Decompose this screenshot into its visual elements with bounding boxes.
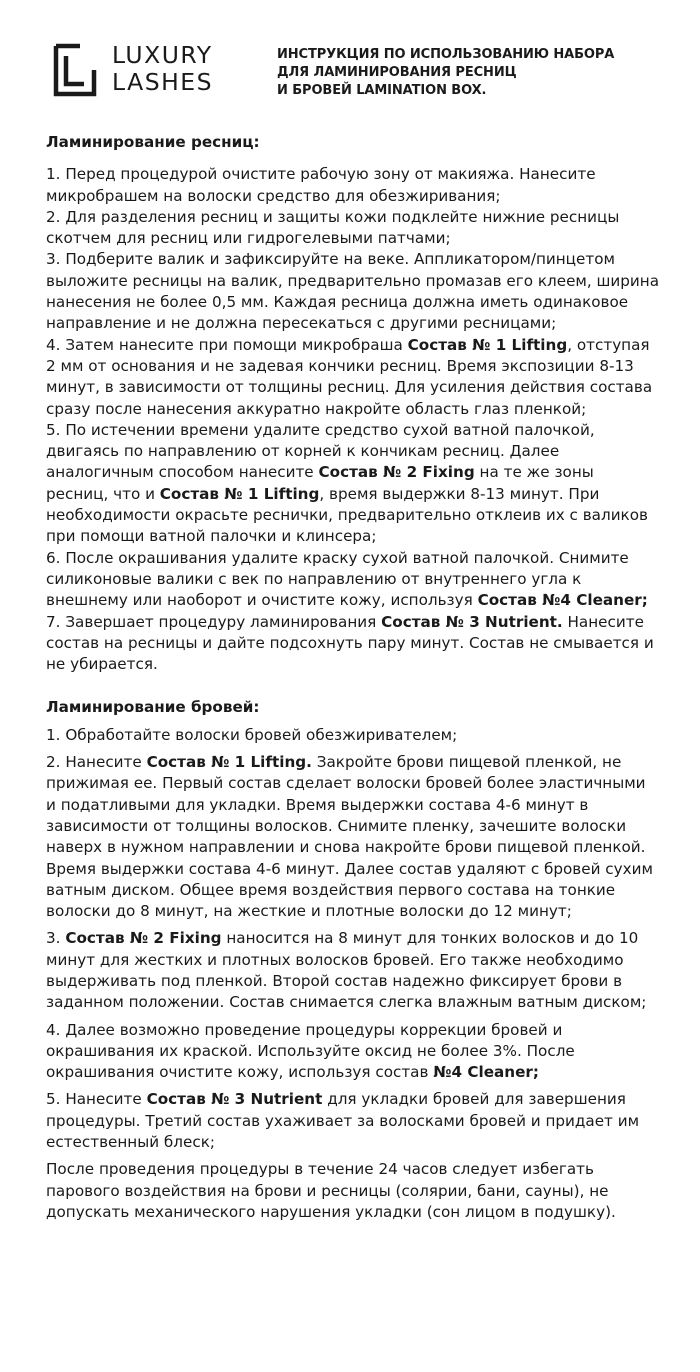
text: 3.: [46, 929, 66, 948]
text: , время выдержки 8-13 минут. При необходимости окрасьте реснички, предварительно отклеив их с валиков при помощи ватной палочки и клинсера;: [46, 484, 648, 546]
section-lashes-title: Ламинирование ресниц:: [46, 133, 260, 151]
product-name: Состав № 1 Lifting: [159, 484, 320, 503]
text: 4. Далее возможно проведение процедуры коррекции бровей и окрашивания их краской. Используйте оксид не более 3%. После окрашивания очистите кожу, используя состав: [46, 1020, 575, 1082]
brows-step-5: [46, 1089, 660, 1153]
title-line-2: ДЛЯ ЛАМИНИРОВАНИЯ РЕСНИЦ: [277, 65, 517, 80]
instructions-body: [46, 132, 660, 1229]
text: 4. Затем нанесите при помощи микробраша: [46, 335, 408, 354]
product-name: №4 Cleaner;: [433, 1063, 539, 1082]
lashes-step-4: [46, 335, 660, 420]
title-line-1: ИНСТРУКЦИЯ ПО ИСПОЛЬЗОВАНИЮ НАБОРА: [277, 47, 615, 62]
product-name: Состав №4 Cleaner;: [477, 591, 648, 610]
square-bracket-logo-icon: [50, 42, 100, 98]
product-name: Состав № 1 Lifting: [407, 335, 568, 354]
lashes-step-3: 3. Подберите валик и зафиксируйте на веке. Аппликатором/пинцетом выложите ресницы на валик, предварительно промазав его клеем, ширина нанесения не более 0,5 мм. Каждая ресница должна иметь одинаковое направление и не должна пересекаться с другими ресницами;: [46, 250, 660, 333]
text: 2. Нанесите: [46, 753, 147, 772]
brand-line-2: LASHES: [112, 68, 214, 96]
lashes-step-6: [46, 548, 660, 612]
title-line-3: И БРОВЕЙ LAMINATION BOX.: [277, 83, 487, 98]
product-name: Состав № 1 Lifting.: [146, 753, 312, 772]
text: 5. По истечении времени удалите средство сухой ватной палочкой, двигаясь по направлению от корней к кончикам ресниц. Далее аналогичным способом нанесите: [46, 420, 595, 482]
text: Закройте брови пищевой пленкой, не прижимая ее. Первый состав сделает волоски бровей более эластичными и податливыми для укладки. Время выдержки состава 4-6 минут в зависимости от толщины волосков. Снимите пленку, зачешите волоски наверх в нужном направлении и снова накройте брови пищевой пленкой. Время выдержки состава 4-6 минут. Далее состав удаляют с бровей сухим ватным диском. Общее время воздействия первого состава на тонкие волоски до 8 минут, на жесткие и плотные волоски до 12 минут;: [46, 753, 653, 921]
text: для укладки бровей для завершения процедуры. Третий состав ухаживает за волосками бровей и придает им естественный блеск;: [46, 1090, 640, 1152]
text: на те же зоны ресниц, что и: [46, 463, 594, 503]
text: 7. Завершает процедуру ламинирования: [46, 612, 382, 631]
text: 6. После окрашивания удалите краску сухой ватной палочкой. Снимите силиконовые валики с век по направлению от внутреннего угла к внешнему или наоборот и очистите кожу, используя: [46, 548, 629, 610]
brand-line-1: LUXURY: [112, 41, 213, 69]
brand-logo: [50, 42, 230, 98]
text: 5. Нанесите: [46, 1090, 147, 1109]
product-name: Состав № 2 Fixing: [65, 929, 222, 948]
lashes-step-1: 1. Перед процедурой очистите рабочую зону от макияжа. Нанесите микробрашем на волоски средство для обезжиривания;: [46, 165, 596, 205]
section-lashes-steps: [46, 164, 660, 675]
text: наносится на 8 минут для тонких волосков и до 10 минут для жестких и плотных волосков бровей. Его также необходимо выдерживать под пленкой. Второй состав надежно фиксирует брови в заданном положении. Состав снимается слегка влажным ватным диском;: [46, 929, 647, 1012]
lashes-step-5: [46, 420, 660, 548]
brows-step-3: [46, 928, 660, 1013]
lashes-step-7: [46, 612, 660, 676]
brand-name: [112, 42, 213, 96]
aftercare-note: После проведения процедуры в течение 24 часов следует избегать парового воздействия на брови и ресницы (солярии, бани, сауны), не допускать механического нарушения укладки (сон лицом в подушку).: [46, 1160, 616, 1221]
brows-step-4: [46, 1020, 660, 1084]
brows-step-1: 1. Обработайте волоски бровей обезжиривателем;: [46, 725, 458, 744]
product-name: Состав № 3 Nutrient: [146, 1090, 323, 1109]
product-name: Состав № 2 Fixing: [318, 463, 475, 482]
lashes-step-2: 2. Для разделения ресниц и защиты кожи подклейте нижние ресницы скотчем для ресниц или гидрогелевыми патчами;: [46, 207, 620, 248]
text: , отступая 2 мм от основания и не задевая кончики ресниц. Время экспозиции 8-13 минут, в зависимости от толщины ресниц. Для усиления действия состава сразу после нанесения аккуратно накройте область глаз пленкой;: [46, 335, 653, 418]
section-brows-title: Ламинирование бровей:: [46, 698, 260, 717]
product-name: Состав № 3 Nutrient.: [381, 612, 563, 631]
brows-step-2: [46, 752, 660, 922]
document-title: [277, 46, 677, 100]
text: Нанесите состав на ресницы и дайте подсохнуть пару минут. Состав не смывается и не убирается.: [46, 612, 654, 674]
